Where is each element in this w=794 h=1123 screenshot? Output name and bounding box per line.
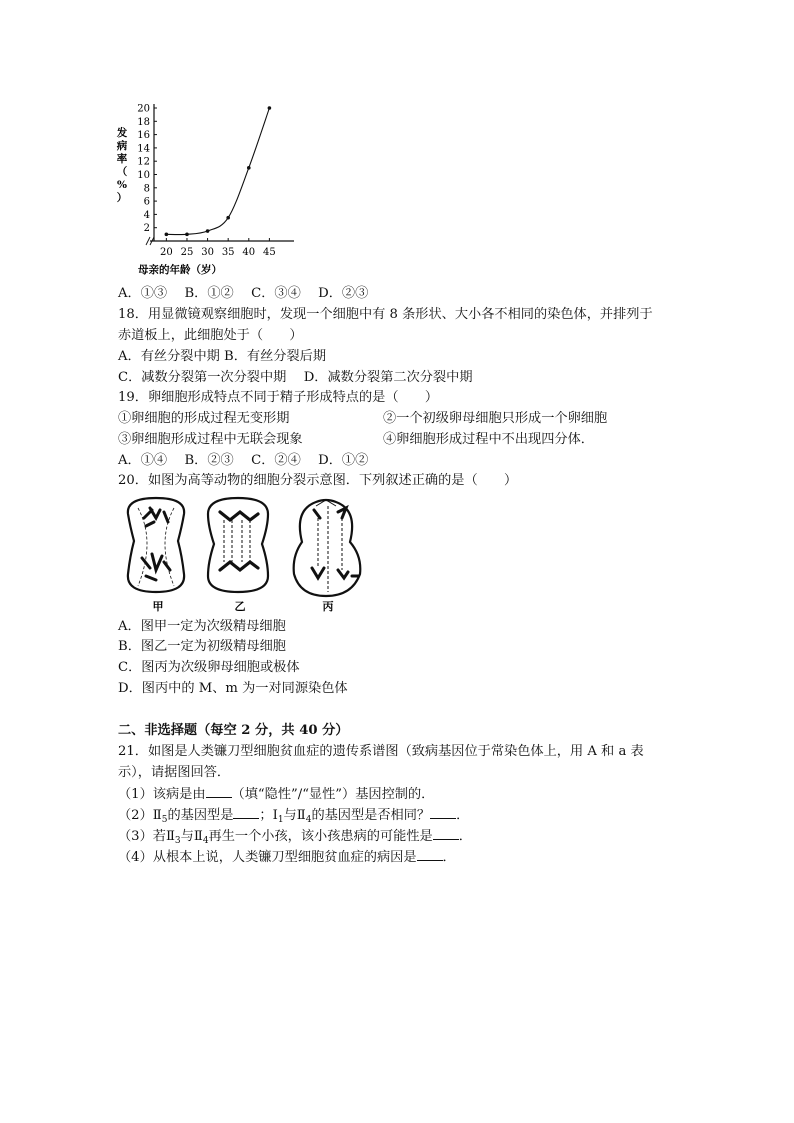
q21-part3 [118,827,472,850]
data-point [165,233,169,237]
q21-part4-text-a: （4）从根本上说，人类镰刀型细胞贫血症的病因是 [118,850,417,865]
q21-part4-text-b: ． [442,850,456,865]
q21-blank-4[interactable] [433,827,459,840]
q20-option-a: A．图甲一定为次级精母细胞 [118,619,286,634]
q19-statement-1: ①卵细胞的形成过程无变形期 [118,411,290,426]
q21-stem-line1: 21．如图是人类镰刀型细胞贫血症的遗传系谱图（致病基因位于常染色体上，用 A 和 a 表 [118,744,644,759]
y-tick-label: 20 [137,103,150,115]
x-tick-label: 30 [201,247,214,258]
q21-part1-text-b: （填“隐性”/“显性”）基因控制的． [231,787,435,802]
q18-stem-line1: 18．用显微镜观察细胞时，发现一个细胞中有 8 条形状、大小各不相同的染色体，并排列于 [118,307,653,322]
y-tick-label: 18 [137,116,150,128]
cell-yi [208,498,268,592]
q17-options: A．①③ B．①② C．③④ D．②③ [118,286,369,301]
q19-options: A．①④ B．②③ C．②④ D．①② [118,453,369,468]
q18-options-cd: C．减数分裂第一次分裂中期 D．减数分裂第二次分裂中期 [118,370,473,385]
x-tick-label: 20 [159,247,173,258]
q20-option-b: B．图乙一定为初级精母细胞 [118,639,286,654]
x-tick-label: 35 [221,247,235,258]
q21-part2-text-a: （2）Ⅱ [118,808,162,823]
q21-part1-text-a: （1）该病是由 [118,787,206,802]
q21-part4 [118,848,456,867]
y-axis-label-char: 发 [116,127,128,139]
y-tick-label: 8 [143,183,150,195]
y-axis-label-char: 率 [116,153,128,165]
section2-title: 二、非选择题（每空 2 分，共 40 分） [118,723,349,738]
q19-statement-4: ④卵细胞形成过程中不出现四分体． [383,432,594,447]
cell-label-bing: 丙 [322,600,334,613]
q21-part3-sub-2: 4 [202,836,209,846]
q20-option-d: D．图丙中的 M、m 为一对同源染色体 [118,681,348,696]
q21-part3-sub-1: 3 [174,836,181,846]
q21-blank-5[interactable] [417,848,443,861]
incidence-chart-svg [108,100,298,280]
q20-option-c: C．图丙为次级卵母细胞或极体 [118,660,300,675]
y-axis-label-char: % [117,179,127,191]
data-point-group [165,106,272,236]
q21-part3-text-a: （3）若Ⅱ [118,829,175,844]
y-tick-label: 16 [137,130,150,142]
data-point [268,106,272,110]
q21-part2-sub-1: 5 [161,815,168,825]
incidence-chart [108,100,298,280]
y-tick-label: 10 [137,170,150,181]
cell-label-yi: 乙 [234,600,246,613]
x-tick-label: 45 [263,247,276,258]
q21-blank-2[interactable] [233,806,259,819]
q19-stem: 19．卵细胞形成特点不同于精子形成特点的是（ ） [118,390,439,405]
q21-blank-1[interactable] [206,785,232,798]
cell-jia [128,498,184,592]
y-axis-label-char: 病 [116,140,128,152]
x-tick-label: 40 [242,247,256,258]
q21-part3-text-b: 与Ⅱ [180,829,203,844]
q21-part2-text-b: 的基因型是 [167,808,234,823]
q19-statement-3: ③卵细胞形成过程中无联会现象 [118,432,303,447]
q20-stem: 20．如图为高等动物的细胞分裂示意图．下列叙述正确的是（ ） [118,473,518,488]
q21-part2-sub-3: 4 [305,815,312,825]
y-axis-label-char: ） [116,192,128,204]
data-point [226,216,230,220]
cell-bing [294,500,361,596]
cell-division-figure [116,496,391,616]
y-axis-label [116,126,128,204]
q21-part1 [118,785,434,804]
q21-stem-line2: 示），请据图回答． [118,765,231,780]
incidence-curve [166,108,269,235]
x-axis-label: 母亲的年龄（岁） [138,264,222,276]
q21-part2-sub-2: 1 [277,815,284,825]
y-tick-label: 12 [137,156,150,168]
data-point [206,229,210,233]
cell-label-jia: 甲 [152,600,164,613]
q21-part3-text-d: ． [458,829,472,844]
data-point [247,166,251,170]
q18-options-ab: A．有丝分裂中期 B．有丝分裂后期 [118,349,327,364]
q21-part2-text-c: ；Ⅰ [259,808,278,823]
y-tick-label: 2 [143,223,150,235]
q21-part2-text-f: ． [456,808,470,823]
q18-stem-line2: 赤道板上，此细胞处于（ ） [118,328,303,343]
q21-part3-text-c: 再生一个小孩，该小孩患病的可能性是 [208,829,433,844]
cell-division-svg [116,496,391,616]
q21-blank-3[interactable] [430,806,456,819]
y-tick-label: 14 [137,143,150,155]
q21-part2-text-d: 与Ⅱ [283,808,306,823]
data-point [185,233,189,237]
q21-part2-text-e: 的基因型是否相同？ [311,808,431,823]
y-axis-label-char: （ [116,166,128,178]
y-tick-label: 4 [143,209,150,221]
q19-statement-2: ②一个初级卵母细胞只形成一个卵细胞 [383,411,608,426]
x-tick-label: 25 [180,247,194,258]
y-tick-label: 6 [143,196,150,208]
q21-part2 [118,806,469,829]
